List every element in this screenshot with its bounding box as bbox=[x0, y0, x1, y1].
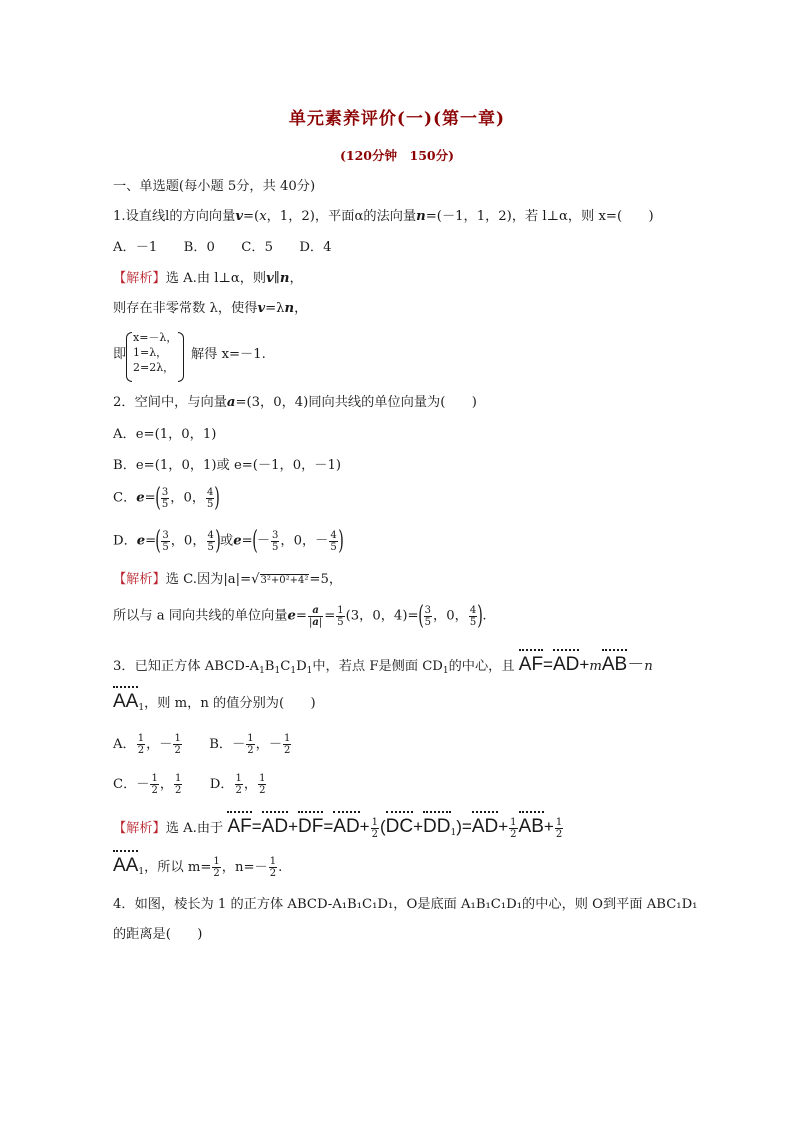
q3-stem-line2: $AA_1$，则 m，n 的值分别为( ) bbox=[113, 691, 316, 713]
q1-analysis-2: 则存在非零常数 λ，使得v=λn， bbox=[113, 301, 308, 316]
q2-option-c: C．e=( $\frac{3}{5}$ ，0， $\frac{4}{5}$ ) bbox=[113, 483, 221, 513]
q1-analysis-1: 【解析】选 A.由 l⊥α，则v∥n， bbox=[113, 271, 303, 286]
q1-system-tail: 解得 x=－1. bbox=[191, 347, 266, 362]
q1-options: A．－1 B．0 C．5 D．4 bbox=[113, 240, 332, 255]
analysis-tag: 【解析】 bbox=[113, 821, 166, 836]
page-subtitle: (120分钟 150分) bbox=[339, 148, 454, 163]
q2-stem: 2．空间中，与向量a=(3，0，4)同向共线的单位向量为( ) bbox=[113, 395, 477, 410]
q3-analysis-2: $AA_1$，所以 m= $\frac{1}{2}$ ，n=－ $\frac{1}{2}$ . bbox=[113, 855, 283, 879]
q2-analysis-1: 【解析】选 C.因为|a|=√3²+0²+4²=5， bbox=[113, 572, 343, 587]
q2-option-a: A．e=(1，0，1) bbox=[113, 427, 217, 442]
q2-option-d: D．e=( $\frac{3}{5}$ ，0， $\frac{4}{5}$ )或e=(－ $\frac{3}{5}$ ，0，－ $\frac{4}{5}$ ) bbox=[113, 526, 344, 556]
q2-analysis-2: 所以与 a 同向共线的单位向量e= $\frac{a}{|a|}$ = $\frac{1}{5}$ (3，0，4)=( $\frac{3}{5}$ ，0， $\frac{4}{5}$ ). bbox=[113, 601, 487, 631]
system-brace bbox=[126, 332, 132, 382]
q1-system: x=－λ， 1=λ， 2=2λ， bbox=[133, 331, 178, 374]
q4-stem-line2: 的距离是( ) bbox=[113, 927, 203, 942]
q3-options-cd: C．－ $\frac{1}{2}$ ， $\frac{1}{2}$ D． $\frac{1}{2}$ ， $\frac{1}{2}$ bbox=[113, 773, 266, 796]
q4-stem-line1: 4．如图，棱长为 1 的正方体 ABCD-A₁B₁C₁D₁，O是底面 A₁B₁C₁D₁的中心，则 O到平面 ABC₁D₁ bbox=[113, 897, 698, 912]
analysis-tag: 【解析】 bbox=[113, 572, 166, 587]
q2-option-b: B．e=(1，0，1)或 e=(－1，0，－1) bbox=[113, 458, 342, 473]
q3-analysis-1: 【解析】选 A.由于 AF=AD+DF=AD+ $\frac{1}{2}$ $(DC+DD_1)=AD+$ $\frac{1}{2}$ AB+ $\frac{1}{2}$ bbox=[113, 816, 563, 840]
q3-stem-line1: 3．已知正方体 ABCD-$A_1B_1C_1D_1$中，若点 F是侧面 $CD_1$的中心，且 AF=AD+mAB－n bbox=[113, 654, 653, 676]
analysis-tag: 【解析】 bbox=[113, 271, 166, 286]
section-heading: 一、单选题(每小题 5分，共 40分) bbox=[113, 179, 316, 194]
q1-stem: 1.设直线l的方向向量v=(x，1，2)，平面α的法向量n=(－1，1，2)，若 l⊥α，则 x=( ) bbox=[113, 209, 654, 224]
q1-system-lead: 即 bbox=[113, 347, 127, 362]
q3-options-ab: A． $\frac{1}{2}$ ，－ $\frac{1}{2}$ B．－ $\frac{1}{2}$ ，－ $\frac{1}{2}$ bbox=[113, 733, 291, 756]
page-title: 单元素养评价(一)(第一章) bbox=[288, 109, 506, 129]
system-brace-right bbox=[178, 332, 184, 382]
